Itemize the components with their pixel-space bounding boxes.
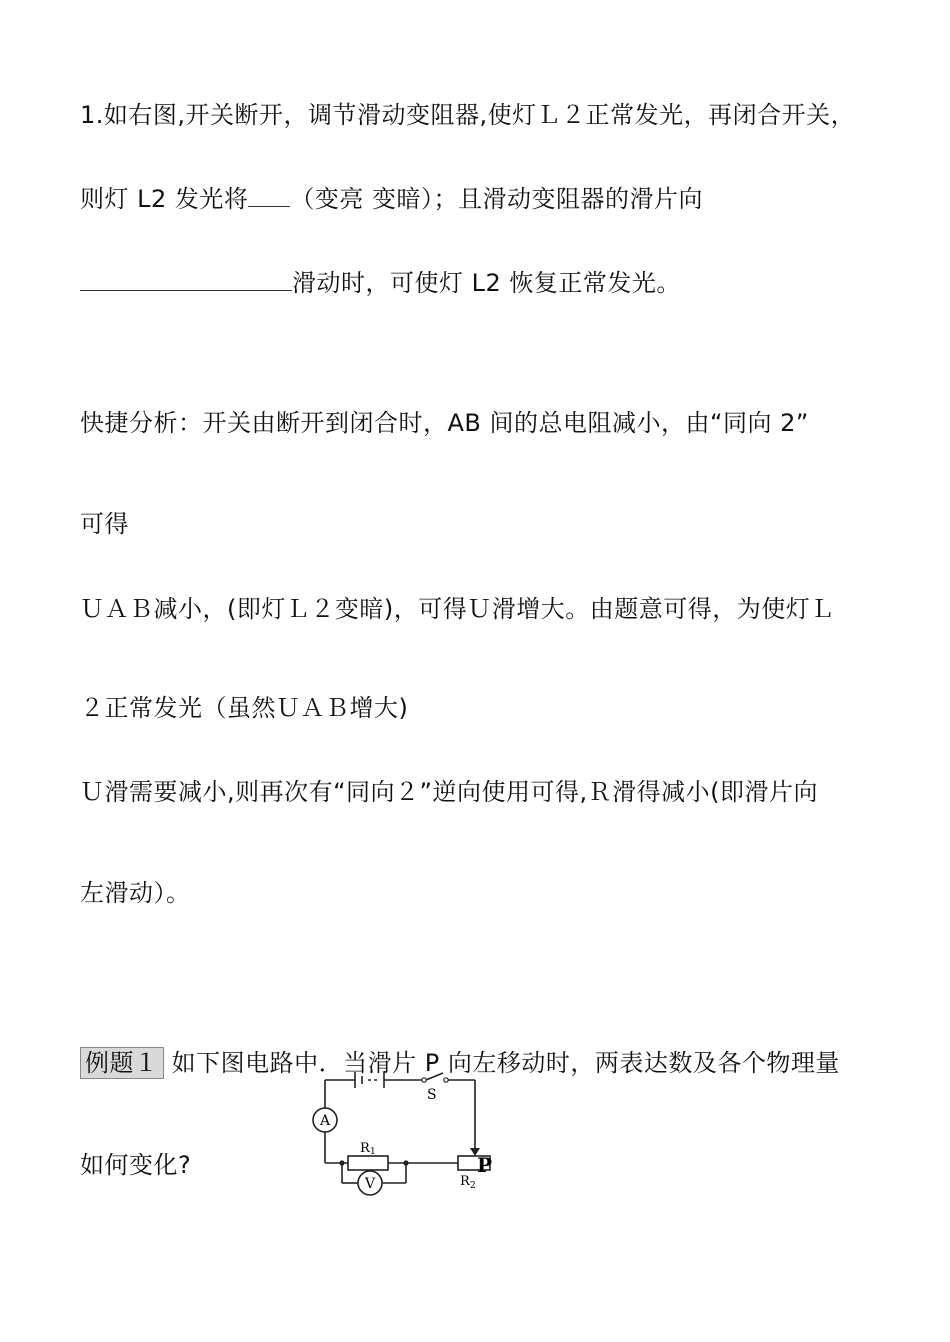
slider-p-label: P [477,1153,493,1177]
r1-resistor [348,1156,388,1170]
r2-subscript: 2 [470,1181,476,1191]
junction-left [339,1160,344,1165]
question-line-3 [80,268,681,298]
ammeter-label: A [319,1113,331,1129]
example-text: 如下图电路中．当滑片 P 向左移动时，两表达数及各个物理量 [171,1049,840,1077]
analysis-line-5: Ｕ滑需要减小,则再次有“同向２”逆向使用可得,Ｒ滑得减小(即滑片向 [80,778,818,806]
circuit-diagram [300,1068,510,1198]
example-label: 例题１ [80,1047,164,1079]
switch-contact-2 [444,1078,448,1082]
switch-blade [426,1073,443,1080]
r1-subscript: 1 [370,1147,376,1157]
analysis-line-1: 快捷分析：开关由断开到闭合时，AB 间的总电阻减小，由“同向 2” [80,409,809,437]
analysis-line-2: 可得 [80,510,129,538]
junction-right [403,1160,408,1165]
question-line-1: 1.如右图,开关断开，调节滑动变阻器,使灯Ｌ２正常发光，再闭合开关， [80,101,856,129]
analysis-line-6: 左滑动）。 [80,879,191,907]
question-line-2-start: 则灯 L2 发光将 [80,185,249,213]
question-line-2-end: （变亮 变暗）；且滑动变阻器的滑片向 [290,185,704,213]
switch-contact-1 [422,1078,426,1082]
voltmeter-label: V [364,1176,376,1192]
question-line-2 [80,184,703,214]
answer-blank-2[interactable] [80,268,292,291]
r2-label: R [460,1174,470,1189]
switch-label: S [427,1087,437,1103]
answer-blank-1[interactable] [248,184,290,207]
example-line-2: 如何变化? [80,1151,192,1179]
analysis-line-4: ２正常发光（虽然ＵＡＢ增大) [80,694,409,722]
r1-label: R [360,1141,370,1156]
question-line-3-text: 滑动时，可使灯 L2 恢复正常发光。 [292,269,681,297]
analysis-line-3: ＵＡＢ减小，(即灯Ｌ２变暗)，可得Ｕ滑增大。由题意可得，为使灯Ｌ [80,595,835,623]
